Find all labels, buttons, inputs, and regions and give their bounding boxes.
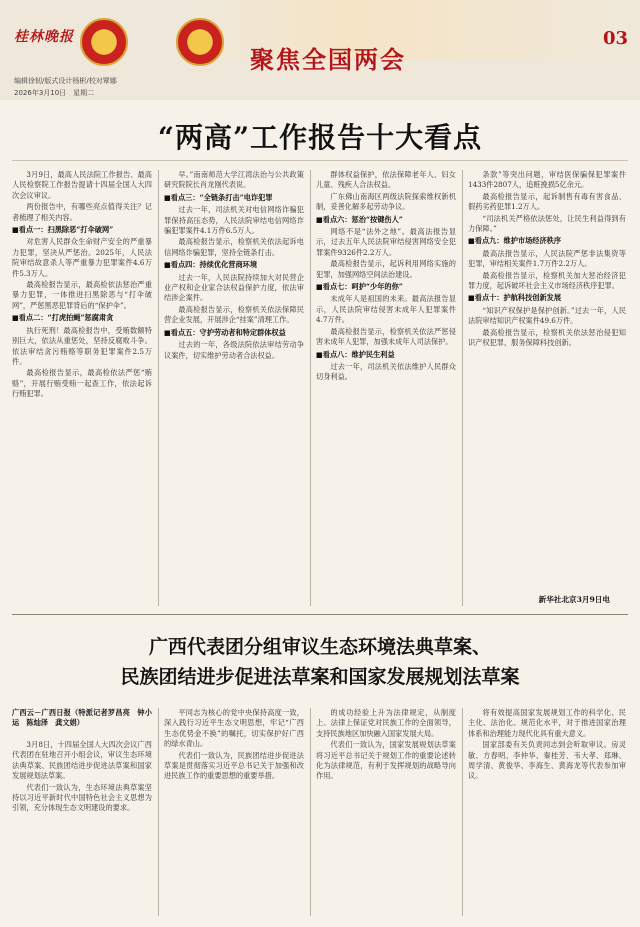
article1-column-3 (316, 170, 456, 606)
subheading: ■看点八：维护民生利益 (316, 349, 395, 359)
paragraph: 过去一年，司法机关依法维护人民群众切身利益。 (316, 361, 456, 382)
paragraph: 最高检报告显示，检察机关依法起诉电信网络诈骗犯罪，坚持全链条打击。 (164, 237, 304, 257)
editor-credits: 编辑徐韧/版式设计杨彬/校对覃娜 (14, 77, 117, 85)
paragraph: 3月9日，最高人民法院工作报告、最高人民检察院工作报告提请十四届全国人大四次会议审议。 (12, 170, 152, 200)
paragraph: 最高检报告显示，检察机关加大惩治经济犯罪力度，起诉破坏社会主义市场经济秩序犯罪。 (468, 270, 626, 291)
national-emblem-icon (80, 18, 128, 66)
masthead: 桂林晚报 (14, 29, 74, 45)
paragraph: 两份报告中，有哪些亮点值得关注？记者梳理了相关内容。 (12, 202, 152, 222)
subheading: ■看点九：维护市场经济秩序 (468, 236, 562, 246)
article1-column-1 (12, 170, 152, 606)
paragraph: 国家部委有关负责同志到会听取审议。房灵敏、方春明、李仲华、秦桂芳、韦大孝、郑琳、周学清、黄俊华、李海生、黄海龙等代表参加审议。 (468, 740, 626, 781)
paragraph: 对危害人民群众生命财产安全的严重暴力犯罪，坚决从严惩治。2025年，人民法院审结故意杀人等严重暴力犯罪案件4.6万件5.3万人。 (12, 237, 152, 278)
paragraph: 代表们一致认为，民族团结进步促进法草案是贯彻落实习近平总书记关于加强和改进民族工作的重要思想的重要举措。 (164, 750, 304, 781)
paragraph: 过去一年，司法机关对电信网络诈骗犯罪保持高压态势，人民法院审结电信网络诈骗犯罪案件4.1万件6.5万人。 (164, 205, 304, 236)
paragraph: 将有效提高国家发展规划工作的科学化、民主化、法治化、规范化水平，对于推进国家治理体系和治理能力现代化具有重大意义。 (468, 708, 626, 738)
article1-column-4 (468, 170, 626, 590)
article2-column-2 (164, 708, 304, 916)
article2-headline-line2: 民族团结进步促进法草案和国家发展规划法草案 (120, 666, 520, 688)
paragraph: 过去的一年，各级法院依法审结劳动争议案件，切实维护劳动者合法权益。 (164, 340, 304, 360)
issue-date: 2026年3月10日 星期二 (14, 89, 95, 97)
paragraph: 代表们一致认为，国家发展规划法草案将习近平总书记关于规划工作的重要论述转化为法律规范，有利于发挥规划的战略导向作用。 (316, 740, 456, 781)
paragraph: 的成功经验上升为法律规定，从制度上、法律上保证党对民族工作的全面领导，支持民族地区加快融入国家发展大局。 (316, 708, 456, 738)
paragraph: 3月8日，十四届全国人大四次会议广西代表团在驻地召开小组会议，审议生态环境法典草案、民族团结进步促进法草案和国家发展规划法草案。 (12, 740, 152, 781)
paragraph: 过去一年，人民法院持续加大对民营企业产权和企业家合法权益保护力度，依法审结涉企案件。 (164, 272, 304, 303)
paragraph: 最高检报告显示，最高检依法惩治严重暴力犯罪，一体推进扫黑除恶与“打伞破网”，严惩黑恶犯罪背后的“保护伞”。 (12, 280, 152, 310)
paragraph: 最高检报告显示，检察机关依法严惩侵害未成年人犯罪，加强未成年人司法保护。 (316, 326, 456, 347)
article2-column-1 (12, 740, 152, 916)
paragraph: 最高法报告显示，人民法院严惩非法集资等犯罪，审结相关案件1.7万件2.2万人。 (468, 248, 626, 269)
article1-column-2 (164, 170, 304, 606)
paragraph: 最高检报告显示，起诉利用网络实施的犯罪，加强网络空间法治建设。 (316, 259, 456, 279)
paragraph: “知识产权保护是保护创新。”过去一年，人民法院审结知识产权案件49.6万件。 (468, 305, 626, 326)
article2-byline-box (12, 708, 152, 738)
paragraph: 群体权益保护，依法保障老年人、妇女儿童、残疾人合法权益。 (316, 170, 456, 190)
subheading: ■看点七：呵护“少年的你” (316, 282, 403, 292)
paragraph: 广东佛山南海区两级法院探索维权新机制，妥善化解多起劳动争议。 (316, 191, 456, 212)
paragraph: 未成年人是祖国的未来。最高法报告显示，人民法院审结侵害未成年人犯罪案件4.7万件。 (316, 294, 456, 325)
subheading: ■看点四：持续优化营商环境 (164, 260, 258, 270)
section-title: 聚焦全国两会 (250, 45, 406, 74)
paragraph: 平同志为核心的党中央保持高度一致，深入践行习近平生态文明思想，牢记“广西生态优势金不换”的嘱托，切实保护好广西的绿水青山。 (164, 708, 304, 749)
paragraph: 代表们一致认为，生态环境法典草案坚持以习近平新时代中国特色社会主义思想为引领，充分体现生态文明建设的要求。 (12, 782, 152, 813)
paragraph: 最高检报告显示，检察机关依法惩治侵犯知识产权犯罪，服务保障科技创新。 (468, 327, 626, 348)
subheading: ■看点二：“打虎拍蝇”惩腐肃贪 (12, 313, 114, 323)
paragraph: 执行死刑！最高检报告中，受贿数额特别巨大，依法从重惩处，坚持反腐败斗争。依法审结贪污贿赂等职务犯罪案件2.5万件。 (12, 325, 152, 366)
subheading: ■看点一：扫黑除恶“打伞破网” (12, 225, 114, 235)
subheading: ■看点十：护航科技创新发展 (468, 293, 562, 303)
paragraph: “司法机关严格依法惩处，让民生利益得到有力保障。” (468, 213, 626, 234)
page-number: 03 (602, 28, 628, 49)
subheading: ■看点六：惩治“按键伤人” (316, 214, 403, 224)
paragraph: 条款”等突出问题，审结医保骗保犯罪案件1433件2807人，追赃挽损5亿余元。 (468, 170, 626, 190)
cppcc-emblem-icon (176, 18, 224, 66)
subheading: ■看点三：“全链条打击”电诈犯罪 (164, 192, 273, 202)
paragraph: 网络不是“法外之地”。最高法报告显示，过去五年人民法院审结侵害网络安全犯罪案件9326件2.2万人。 (316, 227, 456, 257)
article2-column-3 (316, 708, 456, 916)
article2-headline-line1: 广西代表团分组审议生态环境法典草案、 (148, 636, 491, 658)
article2-byline: 广西云－广西日报（特派记者罗昌亮 钟小运 陈灿泽 龚文娟） (12, 708, 152, 728)
paragraph: 最高检报告显示，起诉制售有毒有害食品、假药劣药犯罪1.2万人。 (468, 191, 626, 212)
paragraph: 最高检报告显示，最高检依法严惩“贿赂”，开展行贿受贿一起查工作，依法起诉行贿犯罪。 (12, 368, 152, 399)
article2-column-4 (468, 708, 626, 916)
subheading: ■看点五：守护劳动者和特定群体权益 (164, 327, 286, 337)
article1-signoff: 新华社北京3月9日电 (538, 595, 610, 604)
paragraph: 早。”南南师范大学江湾法治与公共政策研究院院长肖龙刚代表说。 (164, 170, 304, 190)
paragraph: 最高检报告显示，检察机关依法保障民营企业发展，开展涉企“挂案”清理工作。 (164, 304, 304, 325)
article1-headline: “两高”工作报告十大看点 (157, 121, 483, 154)
